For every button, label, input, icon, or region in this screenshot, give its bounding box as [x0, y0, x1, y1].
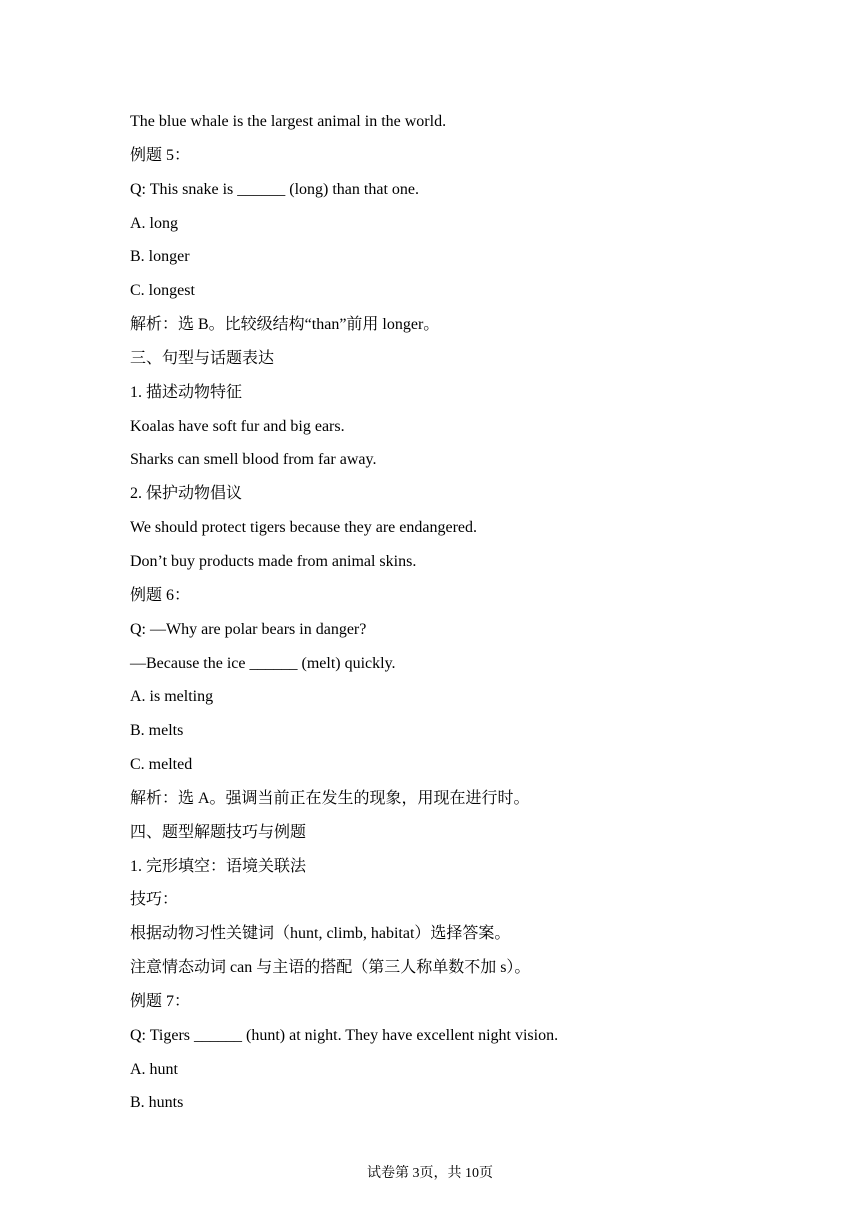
example-heading: 例题 7： [130, 992, 191, 1010]
option-a: A. hunt [130, 1060, 178, 1078]
question-text: Q: Tigers ______ (hunt) at night. They have excellent night vision. [130, 1026, 559, 1044]
section-heading: 三、句型与话题表达 [130, 349, 275, 367]
tip-text: 根据动物习性关键词（hunt, climb, habitat）选择答案。 [130, 925, 511, 943]
example-heading: 例题 6： [130, 586, 191, 604]
text-line: Sharks can smell blood from far away. [130, 451, 377, 469]
option-b: B. hunts [130, 1094, 184, 1112]
text-line: The blue whale is the largest animal in the world. [130, 113, 447, 130]
answer-explanation: 解析：选 A。强调当前正在发生的现象，用现在进行时。 [130, 789, 530, 807]
example-heading: 例题 5： [130, 146, 191, 164]
text-line: Don’t buy products made from animal skins. [130, 552, 417, 570]
text-line: Koalas have soft fur and big ears. [130, 417, 345, 435]
text-line: We should protect tigers because they are endangered. [130, 519, 478, 537]
option-a: A. long [130, 214, 178, 232]
option-a: A. is melting [130, 688, 214, 706]
tip-heading: 技巧： [130, 891, 179, 909]
option-b: B. longer [130, 248, 190, 266]
tip-text: 注意情态动词 can 与主语的搭配（第三人称单数不加 s）。 [130, 959, 531, 977]
option-b: B. melts [130, 722, 184, 740]
option-c: C. melted [130, 756, 193, 774]
subsection-heading: 1. 完形填空：语境关联法 [130, 857, 307, 875]
option-c: C. longest [130, 282, 195, 300]
subsection-heading: 2. 保护动物倡议 [130, 485, 243, 503]
page-footer: 试卷第 3页，共 10页 [367, 1166, 493, 1181]
subsection-heading: 1. 描述动物特征 [130, 383, 243, 401]
section-heading: 四、题型解题技巧与例题 [130, 823, 307, 841]
question-text: —Because the ice ______ (melt) quickly. [130, 654, 396, 672]
question-text: Q: —Why are polar bears in danger? [130, 620, 367, 638]
answer-explanation: 解析：选 B。比较级结构“than”前用 longer。 [130, 316, 440, 334]
question-text: Q: This snake is ______ (long) than that one. [130, 180, 419, 198]
page-content [130, 108, 770, 1123]
